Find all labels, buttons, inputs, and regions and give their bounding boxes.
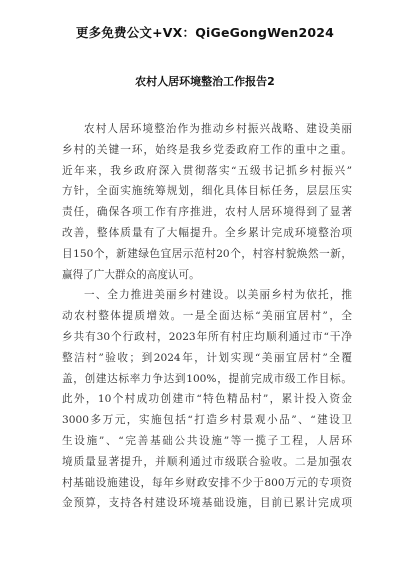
paragraph-line: 村基础设施建设，每年乡财政安排不少于800万元的专项资 xyxy=(62,476,352,489)
paragraph-line: 盖，创建达标率力争达到100%，提前完成市级工作目标。 xyxy=(62,372,352,385)
paragraph-line: 生设施”、“完善基础公共设施”等一揽子工程，人居环 xyxy=(62,434,352,447)
paragraph-line: 责任，确保各项工作有序推进，农村人居环境得到了显著 xyxy=(62,206,352,219)
document-title: 农村人居环境整治工作报告2 xyxy=(135,75,275,88)
paragraph-line: 改善，整体质量有了大幅提升。全乡累计完成环境整治项 xyxy=(62,226,352,239)
paragraph-line: 乡村的关键一环，始终是我乡党委政府工作的重中之重。 xyxy=(62,143,352,156)
paragraph-line: 境质量显著提升，并顺利通过市级联合验收。二是加强农 xyxy=(62,455,352,468)
paragraph-line: 3000多万元，实施包括“打造乡村景观小品”、“建设卫 xyxy=(62,414,352,427)
paragraph-line: 整洁村”验收；到2024年，计划实现“美丽宜居村”全覆 xyxy=(62,351,352,364)
watermark-header: 更多免费公文+VX：QiGeGongWen2024 xyxy=(75,25,335,40)
paragraph-line: 目150个，新建绿色宜居示范村20个，村容村貌焕然一新， xyxy=(62,247,352,260)
document-body xyxy=(62,119,352,514)
paragraph-line: 金预算，支持各村建设环境基础设施，目前已累计完成项 xyxy=(62,497,352,510)
paragraph-line: 赢得了广大群众的高度认可。 xyxy=(62,268,200,281)
paragraph-line: 近年来，我乡政府深入贯彻落实“五级书记抓乡村振兴” xyxy=(62,164,352,177)
paragraph-line: 此外，10个村成功创建市“特色精品村”，累计投入资金 xyxy=(62,393,352,406)
paragraph-line: 方针，全面实施统筹规划，细化具体目标任务，层层压实 xyxy=(62,185,352,198)
paragraph-line: 农村人居环境整治作为推动乡村振兴战略、建设美丽 xyxy=(84,123,352,135)
paragraph-line: 动农村整体提质增效。一是全面达标“美丽宜居村”，全 xyxy=(62,310,352,323)
paragraph-line: 乡共有30个行政村，2023年所有村庄均顺利通过市“干净 xyxy=(62,330,352,343)
paragraph-line: 一、全力推进美丽乡村建设。以美丽乡村为依托，推 xyxy=(84,289,352,302)
